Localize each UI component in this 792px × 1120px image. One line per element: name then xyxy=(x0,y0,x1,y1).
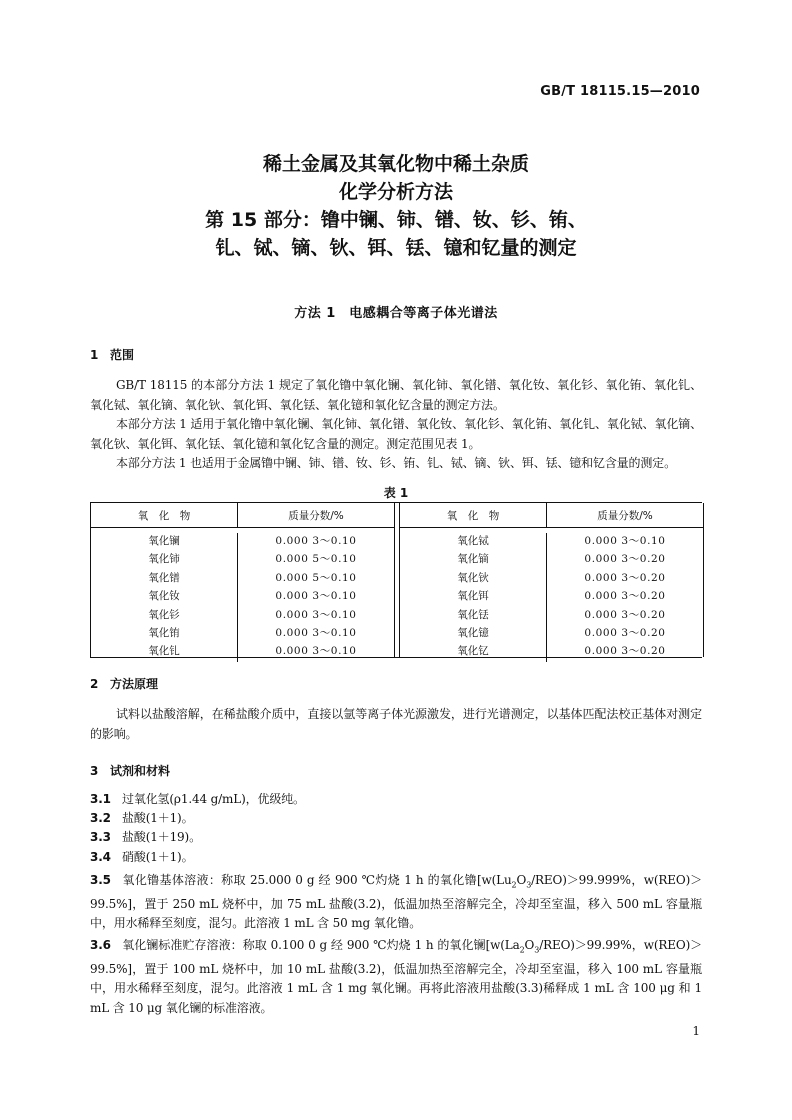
table-row xyxy=(400,570,703,588)
table-row xyxy=(400,625,703,643)
section-title: 范围 xyxy=(110,348,135,362)
item-number: 3.3 xyxy=(90,830,111,844)
compound-cell: 氧化铽 xyxy=(400,533,547,551)
item-text-c: /REO)＞99.999%，w(REO)＞99.5%]，置于 250 mL 烧杯中，加 75 mL 盐酸(3.2)，低温加热至溶解完全，冷却至室温，移入 500 mL 容量瓶中，用水稀释至刻度，混匀。此溶液 1 mL 含 50 mg 氧化镥。 xyxy=(90,873,702,931)
compound-cell: 氧化铥 xyxy=(400,607,547,625)
range-cell: 0.000 3～0.20 xyxy=(584,645,666,658)
item-text-a: 氧化镥基体溶液：称取 25.000 0 g 经 900 ℃灼烧 1 h 的氧化镥[w(Lu xyxy=(122,873,512,887)
compound-cell: 氧化镧 xyxy=(91,533,238,551)
item-number: 3.6 xyxy=(90,938,111,952)
section-2-heading xyxy=(90,675,158,692)
reagent-item xyxy=(90,848,702,868)
section-1-paragraph-3: 本部分方法 1 也适用于金属镥中镧、铈、镨、钕、钐、铕、钆、铽、镝、钬、铒、铥、镱和钇含量的测定。 xyxy=(116,456,676,470)
item-text-b: O xyxy=(524,938,535,952)
compound-cell: 氧化镨 xyxy=(91,570,238,588)
range-cell: 0.000 3～0.20 xyxy=(584,590,666,603)
range-cell: 0.000 3～0.20 xyxy=(584,608,666,621)
table-row xyxy=(400,551,703,569)
range-cell: 0.000 5～0.10 xyxy=(275,553,357,566)
section-title: 方法原理 xyxy=(110,677,159,691)
header-mass-fraction: 质量分数/% xyxy=(288,509,344,522)
section-3-heading xyxy=(90,762,170,779)
range-cell: 0.000 3～0.10 xyxy=(275,535,357,547)
item-text: 硝酸(1＋1)。 xyxy=(122,850,194,864)
item-text-a: 氧化镧标准贮存溶液：称取 0.100 0 g 经 900 ℃灼烧 1 h 的氧化镧[w(La xyxy=(122,938,520,952)
compound-cell: 氧化钐 xyxy=(91,607,238,625)
method-title: 方法 1 电感耦合等离子体光谱法 xyxy=(294,306,498,321)
range-cell: 0.000 3～0.10 xyxy=(275,645,357,658)
section-number: 3 xyxy=(90,764,99,778)
section-2-paragraph-1: 试料以盐酸溶解，在稀盐酸介质中，直接以氩等离子体光源激发，进行光谱测定，以基体匹配法校正基体对测定的影响。 xyxy=(90,707,702,741)
table-row xyxy=(91,625,394,643)
item-text: 盐酸(1＋1)。 xyxy=(122,811,194,825)
section-1-paragraph-2: 本部分方法 1 适用于氧化镥中氧化镧、氧化铈、氧化镨、氧化钕、氧化钐、氧化铕、氧化钆、氧化铽、氧化镝、氧化钬、氧化铒、氧化铥、氧化镱和氧化钇含量的测定。测定范围见表 1。 xyxy=(90,417,702,451)
reagent-item xyxy=(90,790,702,810)
compound-cell: 氧化铒 xyxy=(400,588,547,606)
range-cell: 0.000 3～0.20 xyxy=(584,626,666,639)
table-left-half xyxy=(90,503,395,657)
subscript: 3 xyxy=(526,880,532,890)
header-mass-fraction: 质量分数/% xyxy=(597,509,653,522)
table-row xyxy=(91,533,394,551)
range-cell: 0.000 3～0.10 xyxy=(275,590,357,603)
range-cell: 0.000 3～0.10 xyxy=(275,608,357,621)
range-cell: 0.000 5～0.10 xyxy=(275,571,357,584)
range-table xyxy=(90,502,702,658)
table-row xyxy=(400,533,703,551)
table-header xyxy=(400,503,703,528)
table-row xyxy=(91,607,394,625)
document-title xyxy=(0,150,792,262)
compound-cell: 氧化铈 xyxy=(91,551,238,569)
title-line-4: 钆、铽、镝、钬、铒、铥、镱和钇量的测定 xyxy=(215,237,577,259)
compound-cell: 氧化镝 xyxy=(400,551,547,569)
item-text-b: O xyxy=(516,873,527,887)
table-row xyxy=(400,607,703,625)
item-text: 盐酸(1＋19)。 xyxy=(122,830,201,844)
title-line-3: 第 15 部分：镥中镧、铈、镨、钕、钐、铕、 xyxy=(205,209,587,231)
section-1-paragraph-1: GB/T 18115 的本部分方法 1 规定了氧化镥中氧化镧、氧化铈、氧化镨、氧化钕、氧化钐、氧化铕、氧化钆、氧化铽、氧化镝、氧化钬、氧化铒、氧化铥、氧化镱和氧化钇含量的测定方法。 xyxy=(90,378,702,412)
reagent-item-3-5 xyxy=(90,871,702,934)
header-compound: 氧 化 物 xyxy=(400,503,547,527)
item-number: 3.1 xyxy=(90,792,111,806)
compound-cell: 氧化钆 xyxy=(91,643,238,661)
section-number: 2 xyxy=(90,677,99,691)
table-row xyxy=(91,570,394,588)
section-title: 试剂和材料 xyxy=(110,764,171,778)
reagent-item xyxy=(90,809,702,829)
range-cell: 0.000 3～0.10 xyxy=(275,626,357,639)
subscript: 2 xyxy=(519,945,525,955)
range-cell: 0.000 3～0.20 xyxy=(584,571,666,584)
reagent-item-3-6 xyxy=(90,936,702,1018)
title-line-1: 稀土金属及其氧化物中稀土杂质 xyxy=(262,153,529,175)
header-compound: 氧 化 物 xyxy=(91,503,238,527)
item-number: 3.4 xyxy=(90,850,111,864)
table-row xyxy=(400,643,703,661)
subscript: 3 xyxy=(534,945,540,955)
item-number: 3.2 xyxy=(90,811,111,825)
range-cell: 0.000 3～0.10 xyxy=(584,535,666,547)
table-row xyxy=(91,551,394,569)
item-text: 过氧化氢(ρ1.44 g/mL)，优级纯。 xyxy=(122,792,305,806)
standard-code: GB/T 18115.15—2010 xyxy=(540,84,700,99)
range-cell: 0.000 3～0.20 xyxy=(584,553,666,566)
section-number: 1 xyxy=(90,348,99,362)
subscript: 2 xyxy=(511,880,517,890)
item-number: 3.5 xyxy=(90,873,111,887)
page-number: 1 xyxy=(692,1024,700,1038)
table-row xyxy=(91,643,394,661)
compound-cell: 氧化钇 xyxy=(400,643,547,661)
compound-cell: 氧化钬 xyxy=(400,570,547,588)
reagent-item xyxy=(90,828,702,848)
table-right-half xyxy=(399,503,704,657)
compound-cell: 氧化镱 xyxy=(400,625,547,643)
section-1-heading xyxy=(90,346,134,363)
table-header xyxy=(91,503,394,528)
table-row xyxy=(400,588,703,606)
compound-cell: 氧化铕 xyxy=(91,625,238,643)
title-line-2: 化学分析方法 xyxy=(338,181,453,203)
table-row xyxy=(91,588,394,606)
compound-cell: 氧化钕 xyxy=(91,588,238,606)
table-caption: 表 1 xyxy=(383,486,409,500)
item-text-c: /REO)＞99.99%，w(REO)＞99.5%]，置于 100 mL 烧杯中，加 10 mL 盐酸(3.2)，低温加热至溶解完全，冷却至室温，移入 100 mL 容量瓶中，用水稀释至刻度，混匀。此溶液 1 mL 含 1 mg 氧化镧。再将此溶液用盐酸(3.3)稀释成 1 mL 含 100 μg 和 1 mL 含 10 μg 氧化镧的标准溶液。 xyxy=(90,938,702,1015)
